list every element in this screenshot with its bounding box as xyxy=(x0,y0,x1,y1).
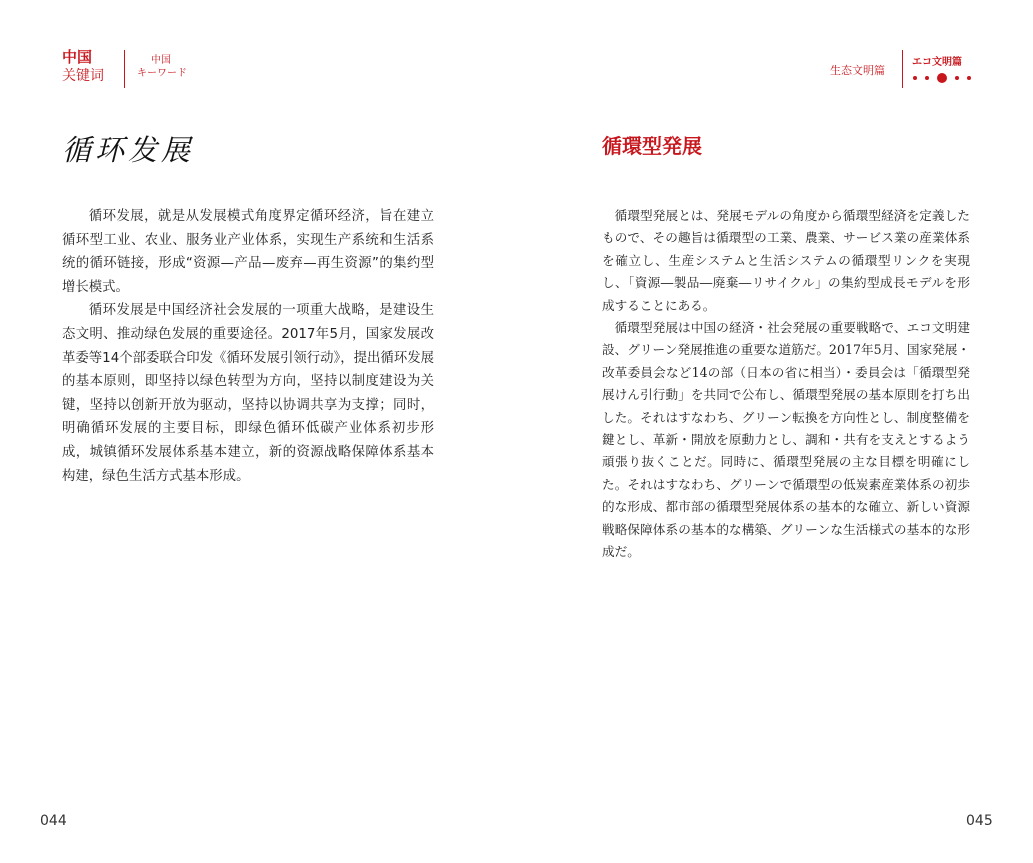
brand-logo-jp xyxy=(137,54,187,80)
brand-jp-line1: 中国 xyxy=(151,55,171,66)
dot-icon xyxy=(967,76,971,80)
brand-cn-line2: 关键词 xyxy=(62,68,104,84)
paragraph: 循環型発展は中国の経済・社会発展の重要戦略で、エコ文明建設、グリーン発展推進の重要な道筋だ。2017年5月、国家発展・改革委員会など14の部（日本の省に相当）・委員会は「循環型発展けん引行動」を共同で公布し、循環型発展の基本原則を打ち出した。それはすなわち、グリーン転換を方向性とし、制度整備を鍵とし、革新・開放を原動力とし、調和・共有を支えとするよう頑張り抜くことだ。同時に、循環型発展の主な目標を明確にした。それはすなわち、グリーンで循環型の低炭素産業体系の初歩的な形成、都市部の循環型発展体系の基本的な確立、新しい資源戦略保障体系の基本的な構築、グリーンな生活様式の基本的な形成だ。 xyxy=(602,320,970,560)
section-label-jp: エコ文明篇 xyxy=(912,57,962,68)
paragraph: 循环发展是中国经济社会发展的一项重大战略，是建设生态文明、推动绿色发展的重要途径。2017年5月，国家发展改革委等14个部委联合印发《循环发展引领行动》，提出循环发展的基本原则，即坚持以绿色转型为方向，坚持以制度建设为关键，坚持以创新开放为驱动，坚持以协调共享为支撑；同时，明确循环发展的主要目标，即绿色循环低碳产业体系初步形成，城镇循环发展体系基本建立，新的资源战略保障体系基本构建，绿色生活方式基本形成。 xyxy=(62,303,434,484)
brand-jp-line2: キーワード xyxy=(137,68,187,79)
paragraph: 循環型発展とは、発展モデルの角度から循環型経済を定義したもので、その趣旨は循環型の工業、農業、サービス業の産業体系を確立し、生産システムと生活システムの循環型リンクを実現し、「資源―製品―廃棄―リサイクル」の集約型成長モデルを形成することにある。 xyxy=(602,208,970,313)
body-text-jp xyxy=(602,205,970,564)
header-divider-right xyxy=(902,50,903,88)
paragraph: 循环发展，就是从发展模式角度界定循环经济，旨在建立循环型工业、农业、服务业产业体系，实现生产系统和生活系统的循环链接，形成“资源—产品—废弃—再生资源”的集约型增长模式。 xyxy=(62,209,434,295)
brand-cn-line1: 中国 xyxy=(62,48,93,66)
header-divider-left xyxy=(124,50,125,88)
section-progress-dots xyxy=(913,71,979,85)
dot-icon xyxy=(925,76,929,80)
dot-active-icon xyxy=(937,73,947,83)
dot-icon xyxy=(913,76,917,80)
page-title-jp: 循環型発展 xyxy=(602,134,702,158)
page-number-left: 044 xyxy=(40,813,67,829)
page-number-right: 045 xyxy=(966,813,993,829)
brand-logo-cn xyxy=(62,48,104,86)
dot-icon xyxy=(955,76,959,80)
body-text-cn xyxy=(62,205,434,488)
page-title-cn: 循环发展 xyxy=(62,133,195,167)
section-label-cn: 生态文明篇 xyxy=(830,64,885,77)
